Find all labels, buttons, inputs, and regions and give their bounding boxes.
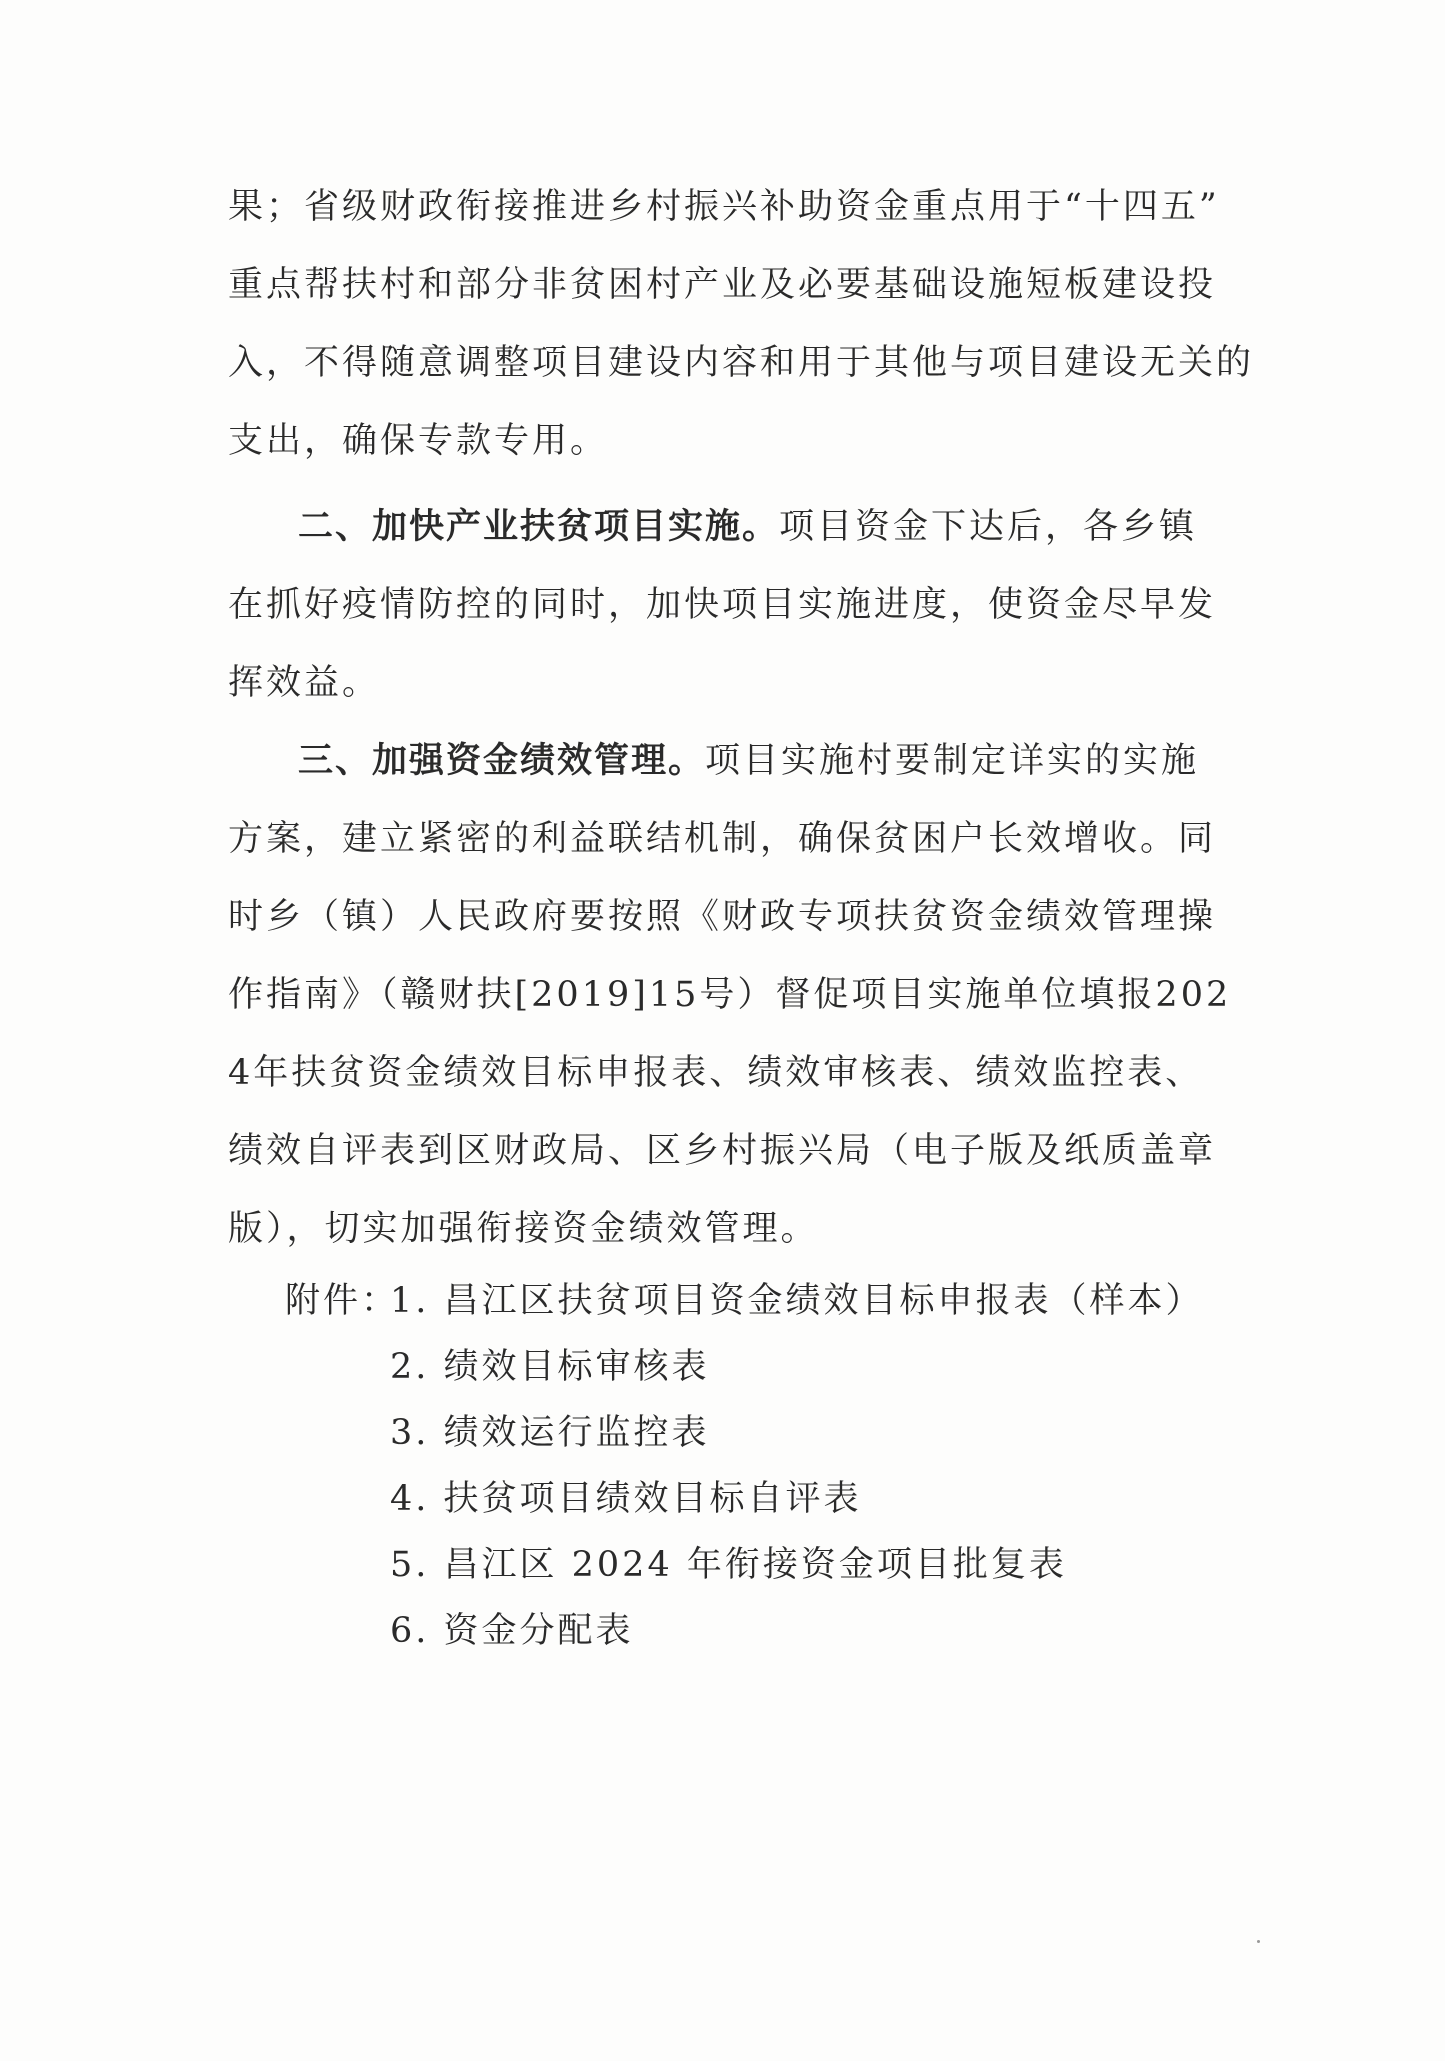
section-2-heading: 二、加快产业扶贫项目实施。	[298, 507, 780, 547]
attachment-item-text: 4. 扶贫项目绩效目标自评表	[390, 1479, 862, 1519]
body-line: 4年扶贫资金绩效目标申报表、绩效审核表、绩效监控表、	[228, 1053, 1204, 1093]
body-line: 入，不得随意调整项目建设内容和用于其他与项目建设无关的	[228, 343, 1255, 383]
attachment-item-text: 2. 绩效目标审核表	[390, 1347, 710, 1387]
section-3-first-line-rest: 项目实施村要制定详实的实施	[705, 741, 1200, 781]
section-3	[228, 722, 1234, 1268]
section-3-first-line	[228, 722, 1234, 800]
attachment-item	[285, 1595, 1204, 1661]
body-line: 重点帮扶村和部分非贫困村产业及必要基础设施短板建设投	[228, 265, 1217, 305]
body-line: 在抓好疫情防控的同时，加快项目实施进度，使资金尽早发	[228, 585, 1217, 625]
body-line: 果；省级财政衔接推进乡村振兴补助资金重点用于“十四五”	[228, 187, 1220, 227]
section-2	[228, 488, 1234, 722]
body-line: 版），切实加强衔接资金绩效管理。	[228, 1209, 819, 1249]
section-1-tail	[228, 168, 1255, 480]
attachment-item	[285, 1463, 1204, 1529]
body-line: 作指南》（赣财扶[2019]15号）督促项目实施单位填报202	[228, 975, 1232, 1015]
section-2-first-line-rest: 项目资金下达后，各乡镇	[779, 507, 1198, 547]
attachment-item	[285, 1397, 1204, 1463]
body-line: 绩效自评表到区财政局、区乡村振兴局（电子版及纸质盖章	[228, 1131, 1217, 1171]
body-line: 时乡（镇）人民政府要按照《财政专项扶贫资金绩效管理操	[228, 897, 1217, 937]
attachments-list	[285, 1265, 1204, 1661]
attachment-item	[285, 1529, 1204, 1595]
scan-speck	[1257, 1940, 1260, 1943]
section-3-heading: 三、加强资金绩效管理。	[298, 741, 706, 781]
attachment-item-text: 5. 昌江区 2024 年衔接资金项目批复表	[390, 1545, 1067, 1585]
section-2-first-line	[228, 488, 1234, 566]
body-line: 支出，确保专款专用。	[228, 421, 609, 461]
attachment-item	[285, 1331, 1204, 1397]
body-line: 挥效益。	[228, 663, 381, 703]
attachments-label: 附件：	[285, 1281, 400, 1321]
attachment-item	[285, 1265, 1204, 1331]
attachment-item-text: 1. 昌江区扶贫项目资金绩效目标申报表（样本）	[390, 1281, 1204, 1321]
body-line: 方案，建立紧密的利益联结机制，确保贫困户长效增收。同	[228, 819, 1217, 859]
attachment-item-text: 3. 绩效运行监控表	[390, 1413, 710, 1453]
attachment-item-text: 6. 资金分配表	[390, 1611, 634, 1651]
